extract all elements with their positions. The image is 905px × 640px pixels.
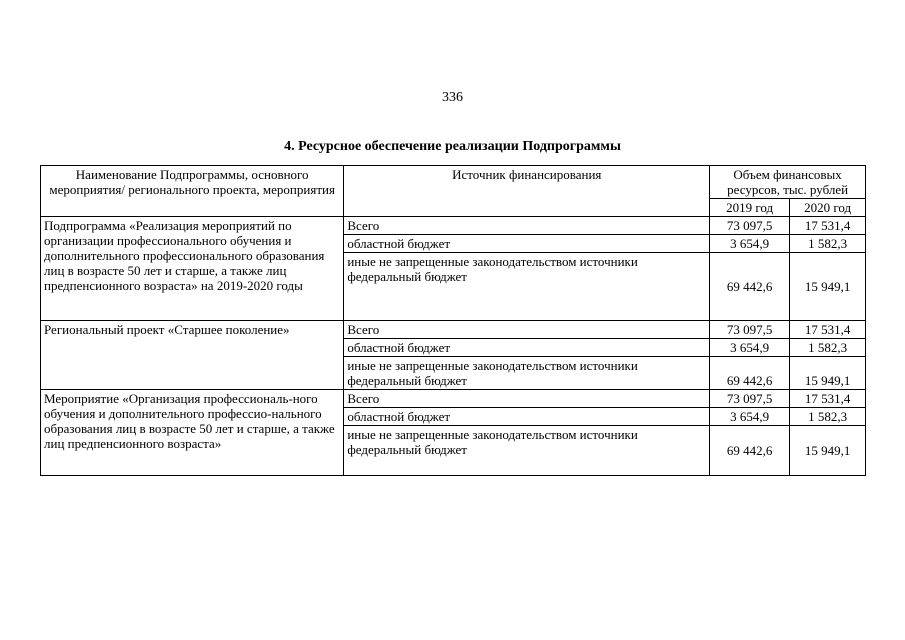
- page-number: 336: [442, 90, 463, 105]
- group-name-activity: Мероприятие «Организация профессиональ-ного обучения и дополнительного профессио-нального образования лиц в возрасте 50 лет и старше, а также лиц предпенсионного возраста»: [41, 390, 344, 476]
- value-2019: 3 654,9: [710, 339, 790, 357]
- header-name: Наименование Подпрограммы, основного мероприятия/ регионального проекта, мероприятия: [41, 166, 344, 217]
- source-line-federal: федеральный бюджет: [347, 269, 467, 284]
- value-2019: 73 097,5: [710, 321, 790, 339]
- value-2020: 17 531,4: [790, 217, 866, 235]
- value-2020: 1 582,3: [790, 408, 866, 426]
- table-row: [41, 321, 866, 339]
- source-line-other: иные не запрещенные законодательством источники: [347, 427, 638, 442]
- section-title: 4. Ресурсное обеспечение реализации Подпрограммы: [284, 139, 621, 154]
- source-line-other: иные не запрещенные законодательством источники: [347, 358, 638, 373]
- value-2019: 69 442,6: [710, 357, 790, 390]
- group-name-subprogram: Подпрограмма «Реализация мероприятий по организации профессионального обучения и дополнительного профессионального образования лиц в возрасте 50 лет и старше, а также лиц предпенсионного возраста» на 2019-2020 годы: [41, 217, 344, 321]
- value-2019: 73 097,5: [710, 217, 790, 235]
- source-cell: областной бюджет: [344, 408, 710, 426]
- header-year-2019: 2019 год: [710, 199, 790, 217]
- value-2019: 73 097,5: [710, 390, 790, 408]
- source-cell: [344, 426, 710, 476]
- value-2019: 69 442,6: [710, 253, 790, 321]
- source-cell: областной бюджет: [344, 339, 710, 357]
- value-2020: 15 949,1: [790, 357, 866, 390]
- table-row: [41, 217, 866, 235]
- source-cell: областной бюджет: [344, 235, 710, 253]
- source-cell: [344, 253, 710, 321]
- value-2020: 1 582,3: [790, 339, 866, 357]
- resource-table: [40, 165, 866, 476]
- value-2019: 3 654,9: [710, 235, 790, 253]
- value-2020: 15 949,1: [790, 426, 866, 476]
- table-row: [41, 390, 866, 408]
- source-cell: Всего: [344, 390, 710, 408]
- value-2020: 1 582,3: [790, 235, 866, 253]
- header-volume: Объем финансовых ресурсов, тыс. рублей: [710, 166, 866, 199]
- value-2019: 69 442,6: [710, 426, 790, 476]
- header-year-2020: 2020 год: [790, 199, 866, 217]
- value-2019: 3 654,9: [710, 408, 790, 426]
- table-header-row: [41, 166, 866, 199]
- source-line-federal: федеральный бюджет: [347, 442, 467, 457]
- source-cell: Всего: [344, 321, 710, 339]
- source-line-federal: федеральный бюджет: [347, 373, 467, 388]
- group-name-regional-project: Региональный проект «Старшее поколение»: [41, 321, 344, 390]
- value-2020: 17 531,4: [790, 321, 866, 339]
- value-2020: 17 531,4: [790, 390, 866, 408]
- source-cell: [344, 357, 710, 390]
- source-line-other: иные не запрещенные законодательством источники: [347, 254, 638, 269]
- value-2020: 15 949,1: [790, 253, 866, 321]
- header-source: Источник финансирования: [344, 166, 710, 217]
- source-cell: Всего: [344, 217, 710, 235]
